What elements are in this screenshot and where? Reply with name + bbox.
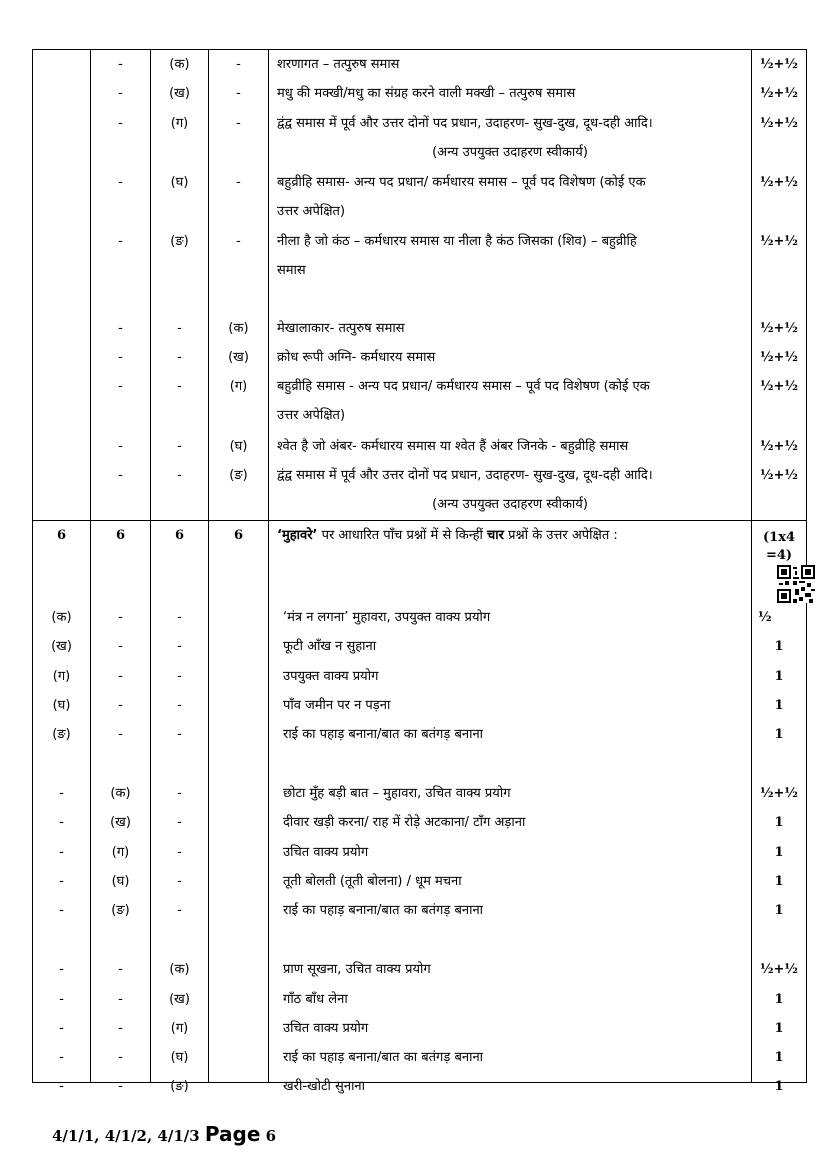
set3-label: (क) [169, 962, 190, 977]
set1-label: - [59, 962, 64, 977]
answer-mark: 1 [774, 698, 784, 713]
set3-label: - [177, 439, 182, 454]
set3-label: (ख) [169, 992, 190, 1007]
set3-label: (घ) [170, 1050, 189, 1065]
answer-text: छोटा मुँह बड़ी बात – मुहावरा, उचित वाक्य प्रयोग [283, 786, 511, 801]
set2-label: (ग) [111, 845, 130, 860]
set2-label: - [118, 57, 123, 72]
heading-count: चार [487, 528, 504, 543]
answer-text: उचित वाक्य प्रयोग [283, 845, 369, 860]
answer-text: उचित वाक्य प्रयोग [283, 1021, 369, 1036]
set4-label: (क) [228, 321, 249, 336]
set1-label: - [59, 874, 64, 889]
answer-mark: ½+½ [759, 175, 798, 190]
set3-label: - [177, 669, 182, 684]
set2-label: - [118, 610, 123, 625]
total-mark-eq: =4) [765, 548, 793, 561]
section-a-row [33, 50, 807, 521]
answer-text: फूटी आँख न सुहाना [283, 639, 377, 654]
section-a-col-set3 [151, 50, 209, 521]
answer-mark: ½+½ [759, 786, 798, 801]
section-b-col-set4 [209, 521, 269, 1083]
set4-label: (ख) [228, 350, 249, 365]
set2-label: - [118, 379, 123, 394]
question-number: 6 [115, 528, 126, 543]
set3-label: - [177, 379, 182, 394]
set1-label: (क) [51, 610, 72, 625]
set1-label: - [59, 845, 64, 860]
set2-label: - [118, 962, 123, 977]
set4-label: (ग) [229, 379, 248, 394]
set2-label: - [118, 350, 123, 365]
set3-label: - [177, 610, 182, 625]
section-a-col-set1 [33, 50, 91, 521]
heading-topic: ‘मुहावरे’ [277, 528, 318, 543]
answer-text: दीवार खड़ी करना/ राह में रोड़े अटकाना/ टाँग अड़ाना [283, 815, 526, 830]
set2-label: (ख) [110, 815, 131, 830]
set2-label: - [118, 86, 123, 101]
answer-text: राई का पहाड़ बनाना/बात का बतंगड़ बनाना [283, 727, 484, 742]
section-a-col-marks [752, 50, 807, 521]
section-b-col-set3 [151, 521, 209, 1094]
section-a-col-set2 [91, 50, 151, 521]
set3-label: - [177, 468, 182, 483]
qr-code-icon [777, 565, 815, 603]
answer-mark: 1 [774, 903, 784, 918]
section-a-col-set4 [209, 50, 269, 521]
set2-label: (क) [110, 786, 131, 801]
set2-label: - [118, 1021, 123, 1036]
set1-label: - [59, 1021, 64, 1036]
section-b-col-set1 [33, 521, 91, 1094]
set1-label: - [59, 992, 64, 1007]
set3-label: - [177, 727, 182, 742]
section-b-col-set2 [91, 521, 151, 1094]
set3-label: (क) [169, 57, 190, 72]
set3-label: (ग) [170, 1021, 189, 1036]
section-a-col-answers [269, 50, 752, 521]
paper-codes: 4/1/1, 4/1/2, 4/1/3 [52, 1127, 205, 1145]
answer-mark: 1 [774, 1079, 784, 1094]
question-number: 6 [56, 528, 67, 543]
marking-scheme-table [32, 49, 807, 1094]
set3-label: - [177, 350, 182, 365]
set1-label: - [59, 1079, 64, 1094]
set2-label: - [118, 992, 123, 1007]
answer-text: राई का पहाड़ बनाना/बात का बतंगड़ बनाना [283, 903, 484, 918]
set2-label: - [118, 669, 123, 684]
answer-mark: 1 [774, 727, 784, 742]
set4-label: - [236, 57, 241, 72]
question-heading [269, 527, 751, 545]
answer-text: शरणागत – तत्पुरुष समास [277, 57, 400, 72]
answer-mark: 1 [774, 992, 784, 1007]
set2-label: - [118, 727, 123, 742]
set3-label: - [177, 903, 182, 918]
answer-text: श्वेत है जो अंबर- कर्मधारय समास या श्वेत हैं अंबर जिनके - बहुव्रीहि समास [277, 439, 629, 454]
section-b-col-marks [752, 521, 807, 1094]
set3-label: (ख) [169, 86, 190, 101]
answer-mark: ½+½ [759, 321, 798, 336]
set2-label: - [118, 439, 123, 454]
set2-label: - [118, 116, 123, 131]
answer-mark: 1 [774, 815, 784, 830]
answer-text: बहुव्रीहि समास- अन्य पद प्रधान/ कर्मधारय समास – पूर्व पद विशेषण (कोई एक [277, 175, 646, 190]
set4-label: (घ) [229, 439, 248, 454]
set2-label: - [118, 1050, 123, 1065]
total-mark: (1x4 [763, 530, 795, 545]
set2-label: (ङ) [111, 903, 130, 918]
answer-text: बहुव्रीहि समास - अन्य पद प्रधान/ कर्मधारय समास – पूर्व पद विशेषण (कोई एक [277, 379, 650, 394]
section-b-row [33, 521, 807, 1083]
answer-mark: ½+½ [759, 350, 798, 365]
set2-label: - [118, 1079, 123, 1094]
set2-label: - [118, 698, 123, 713]
set1-label: - [59, 903, 64, 918]
set4-label: - [236, 234, 241, 249]
set4-label: - [236, 86, 241, 101]
set3-label: - [177, 786, 182, 801]
set2-label: (घ) [111, 874, 130, 889]
set1-label: - [59, 786, 64, 801]
question-number: 6 [174, 528, 185, 543]
answer-text: राई का पहाड़ बनाना/बात का बतंगड़ बनाना [283, 1050, 484, 1065]
set1-label: (ङ) [52, 727, 71, 742]
answer-text: द्वंद्व समास में पूर्व और उत्तर दोनों पद प्रधान, उदाहरण- सुख-दुख, दूध-दही आदि। [277, 116, 653, 131]
answer-text: नीला है जो कंठ – कर्मधारय समास या नीला है कंठ जिसका (शिव) – बहुव्रीहि [277, 234, 637, 249]
heading-mid: पर आधारित पाँच प्रश्नों में से किन्हीं [317, 528, 488, 543]
answer-text-cont: समास [277, 263, 306, 278]
answer-mark: ½+½ [759, 468, 798, 483]
answer-text: मधु की मक्खी/मधु का संग्रह करने वाली मक्खी – तत्पुरुष समास [277, 86, 576, 101]
set2-label: - [118, 639, 123, 654]
page-label: Page [204, 1122, 261, 1146]
heading-close: प्रश्नों के उत्तर अपेक्षित : [503, 528, 618, 543]
answer-text: क्रोध रूपी अग्नि- कर्मधारय समास [277, 350, 436, 365]
answer-text: ‘मंत्र न लगना’ मुहावरा, उपयुक्त वाक्य प्रयोग [283, 610, 491, 625]
set3-label: (ङ) [170, 1079, 189, 1094]
answer-text: खरी-खोटी सुनाना [283, 1079, 366, 1094]
answer-text-cont: उत्तर अपेक्षित) [277, 204, 346, 219]
set3-label: - [177, 845, 182, 860]
set2-label: - [118, 234, 123, 249]
set3-label: (घ) [170, 175, 189, 190]
set1-label: (घ) [52, 698, 71, 713]
set4-label: - [236, 116, 241, 131]
answer-text: तूती बोलती (तूती बोलना) / धूम मचना [283, 874, 462, 889]
set1-label: - [59, 815, 64, 830]
answer-mark: 1 [774, 1050, 784, 1065]
set3-label: (ग) [170, 116, 189, 131]
answer-mark: ½ [758, 610, 772, 625]
answer-mark: 1 [774, 639, 784, 654]
answer-mark: ½+½ [759, 57, 798, 72]
answer-text-cont: (अन्य उपयुक्त उदाहरण स्वीकार्य) [432, 497, 588, 512]
answer-mark: ½+½ [759, 116, 798, 131]
set4-label: - [236, 175, 241, 190]
set1-label: (ख) [51, 639, 72, 654]
set1-label: - [59, 1050, 64, 1065]
page-number: 6 [260, 1127, 277, 1145]
set4-label: (ङ) [229, 468, 248, 483]
answer-text: उपयुक्त वाक्य प्रयोग [283, 669, 379, 684]
set2-label: - [118, 321, 123, 336]
set3-label: - [177, 698, 182, 713]
answer-mark: 1 [774, 845, 784, 860]
set3-label: (ङ) [170, 234, 189, 249]
section-b-col-answers [269, 521, 752, 1094]
set3-label: - [177, 321, 182, 336]
answer-text-cont: (अन्य उपयुक्त उदाहरण स्वीकार्य) [432, 145, 588, 160]
answer-mark: ½+½ [759, 439, 798, 454]
question-number: 6 [233, 528, 244, 543]
answer-text: गाँठ बाँध लेना [283, 992, 348, 1007]
answer-mark: 1 [774, 1021, 784, 1036]
set3-label: - [177, 815, 182, 830]
answer-text-cont: उत्तर अपेक्षित) [277, 408, 346, 423]
answer-text: द्वंद्व समास में पूर्व और उत्तर दोनों पद प्रधान, उदाहरण- सुख-दुख, दूध-दही आदि। [277, 468, 653, 483]
answer-mark: 1 [774, 669, 784, 684]
set3-label: - [177, 874, 182, 889]
answer-text: पाँव जमीन पर न पड़ना [283, 698, 391, 713]
set1-label: (ग) [52, 669, 71, 684]
set2-label: - [118, 468, 123, 483]
answer-mark: ½+½ [759, 962, 798, 977]
answer-mark: ½+½ [759, 234, 798, 249]
set2-label: - [118, 175, 123, 190]
answer-mark: ½+½ [759, 86, 798, 101]
answer-mark: 1 [774, 874, 784, 889]
set3-label: - [177, 639, 182, 654]
answer-mark: ½+½ [759, 379, 798, 394]
answer-text: मेखालाकार- तत्पुरुष समास [277, 321, 405, 336]
answer-text: प्राण सूखना, उचित वाक्य प्रयोग [283, 962, 431, 977]
page-footer [52, 1122, 276, 1146]
